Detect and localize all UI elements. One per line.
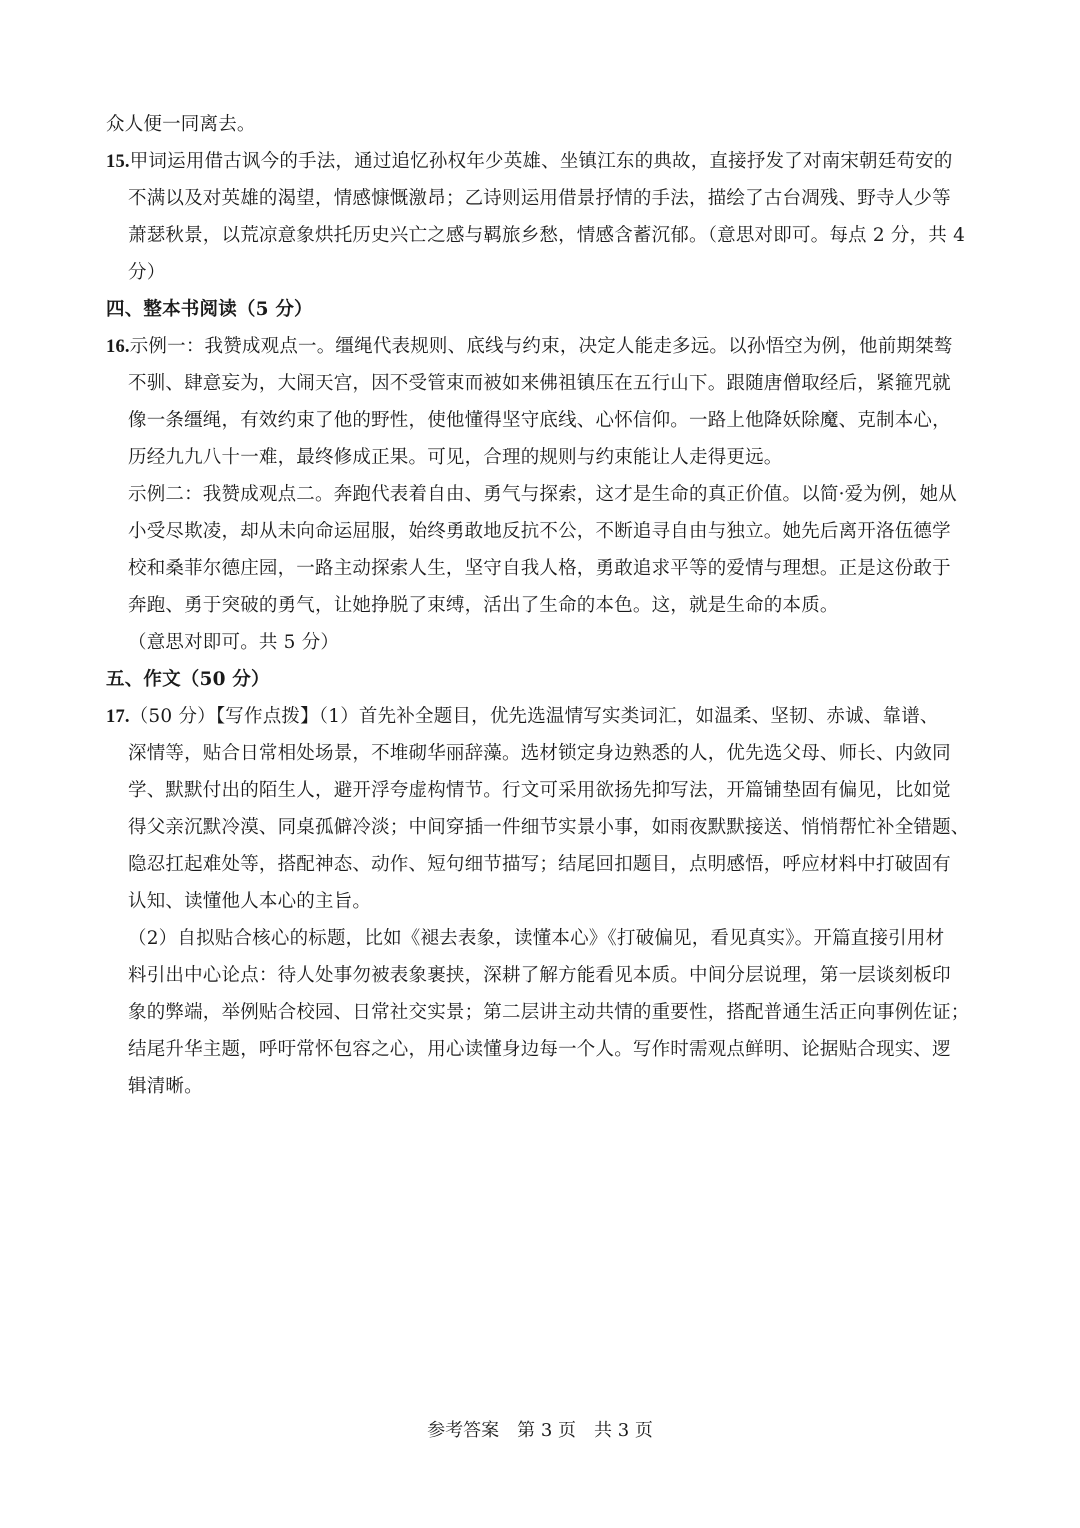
text-line: [128, 186, 951, 212]
line-text: 众人便一同离去。: [106, 114, 256, 135]
question-16-line-1: [106, 334, 953, 360]
page-footer: 参考答案 第 3 页 共 3 页: [427, 1420, 653, 1441]
text-line: [128, 963, 951, 989]
text-line: [128, 408, 951, 434]
line-text: （50 分）【写作点拨】（1）首先补全题目，优先选温情写实类词汇，如温柔、坚韧、赤诚、靠谱、: [129, 706, 939, 727]
section-heading-4: [106, 297, 313, 323]
section-heading-5: [106, 667, 270, 693]
text-line: [128, 556, 951, 582]
question-17-line-1: [106, 704, 939, 730]
line-text: 隐忍扛起难处等，搭配神态、动作、短句细节描写；结尾回扣题目，点明感悟，呼应材料中打破固有: [128, 854, 951, 875]
line-text: 辑清晰。: [128, 1076, 203, 1097]
line-text: 得父亲沉默冷漠、同桌孤僻冷淡；中间穿插一件细节实景小事，如雨夜默默接送、悄悄帮忙补全错题、: [128, 817, 970, 838]
line-text: 象的弊端，举例贴合校园、日常社交实景；第二层讲主动共情的重要性，搭配普通生活正向事例佐证；: [128, 1002, 970, 1023]
text-line: [128, 223, 965, 249]
line-text: 示例二：我赞成观点二。奔跑代表着自由、勇气与探索，这才是生命的真正价值。以简·爱为例，她从: [128, 484, 957, 505]
line-text: 料引出中心论点：待人处事勿被表象裹挟，深耕了解方能看见本质。中间分层说理，第一层谈刻板印: [128, 965, 951, 986]
text-line: [128, 1000, 970, 1026]
line-text: 不驯、肆意妄为，大闹天宫，因不受管束而被如来佛祖镇压在五行山下。跟随唐僧取经后，紧箍咒就: [128, 373, 951, 394]
line-text: 小受尽欺凌，却从未向命运屈服，始终勇敢地反抗不公，不断追寻自由与独立。她先后离开洛伍德学: [128, 521, 951, 542]
question-number: 16.: [106, 337, 130, 357]
text-line: [128, 260, 165, 286]
text-line: [128, 1037, 951, 1063]
line-text: （2）自拟贴合核心的标题，比如《褪去表象，读懂本心》《打破偏见，看见真实》。开篇直接引用材: [128, 928, 945, 949]
text-line: [106, 112, 256, 138]
heading-text: 四、整本书阅读（5 分）: [106, 299, 313, 320]
text-line: [128, 445, 783, 471]
line-text: （意思对即可。共 5 分）: [128, 632, 340, 653]
line-text: 认知、读懂他人本心的主旨。: [128, 891, 372, 912]
line-text: 萧瑟秋景，以荒凉意象烘托历史兴亡之感与羁旅乡愁，情感含蓄沉郁。（意思对即可。每点 2 分，共 4: [128, 225, 966, 246]
heading-text: 五、作文（50 分）: [106, 669, 270, 690]
line-text: 校和桑菲尔德庄园，一路主动探索人生，坚守自我人格，勇敢追求平等的爱情与理想。正是这份敢于: [128, 558, 951, 579]
question-number: 17.: [106, 707, 130, 727]
text-line: [128, 593, 839, 619]
text-line: [128, 630, 339, 656]
line-text: 奔跑、勇于突破的勇气，让她挣脱了束缚，活出了生命的本色。这，就是生命的本质。: [128, 595, 839, 616]
text-line: [128, 889, 371, 915]
text-line: [128, 519, 951, 545]
line-text: 像一条缰绳，有效约束了他的野性，使他懂得坚守底线、心怀信仰。一路上他降妖除魔、克制本心，: [128, 410, 951, 431]
question-15-line-1: [106, 149, 953, 175]
text-line: [128, 815, 970, 841]
line-text: 示例一：我赞成观点一。缰绳代表规则、底线与约束，决定人能走多远。以孙悟空为例，他前期桀骜: [129, 336, 953, 357]
text-line: [128, 1074, 203, 1100]
text-line: [128, 926, 944, 952]
text-line: [128, 741, 951, 767]
question-number: 15.: [106, 152, 130, 172]
text-line: [128, 482, 957, 508]
line-text: 结尾升华主题，呼吁常怀包容之心，用心读懂身边每一个人。写作时需观点鲜明、论据贴合现实、逻: [128, 1039, 951, 1060]
text-line: [128, 371, 951, 397]
line-text: 不满以及对英雄的渴望，情感慷慨激昂；乙诗则运用借景抒情的手法，描绘了古台凋残、野寺人少等: [128, 188, 951, 209]
line-text: 分）: [128, 262, 166, 283]
line-text: 甲词运用借古讽今的手法，通过追忆孙权年少英雄、坐镇江东的典故，直接抒发了对南宋朝廷苟安的: [129, 151, 953, 172]
line-text: 历经九九八十一难，最终修成正果。可见，合理的规则与约束能让人走得更远。: [128, 447, 783, 468]
line-text: 学、默默付出的陌生人，避开浮夸虚构情节。行文可采用欲扬先抑写法，开篇铺垫固有偏见，比如觉: [128, 780, 951, 801]
line-text: 深情等，贴合日常相处场景，不堆砌华丽辞藻。选材锁定身边熟悉的人，优先选父母、师长、内敛同: [128, 743, 951, 764]
text-line: [128, 852, 951, 878]
text-line: [128, 778, 951, 804]
